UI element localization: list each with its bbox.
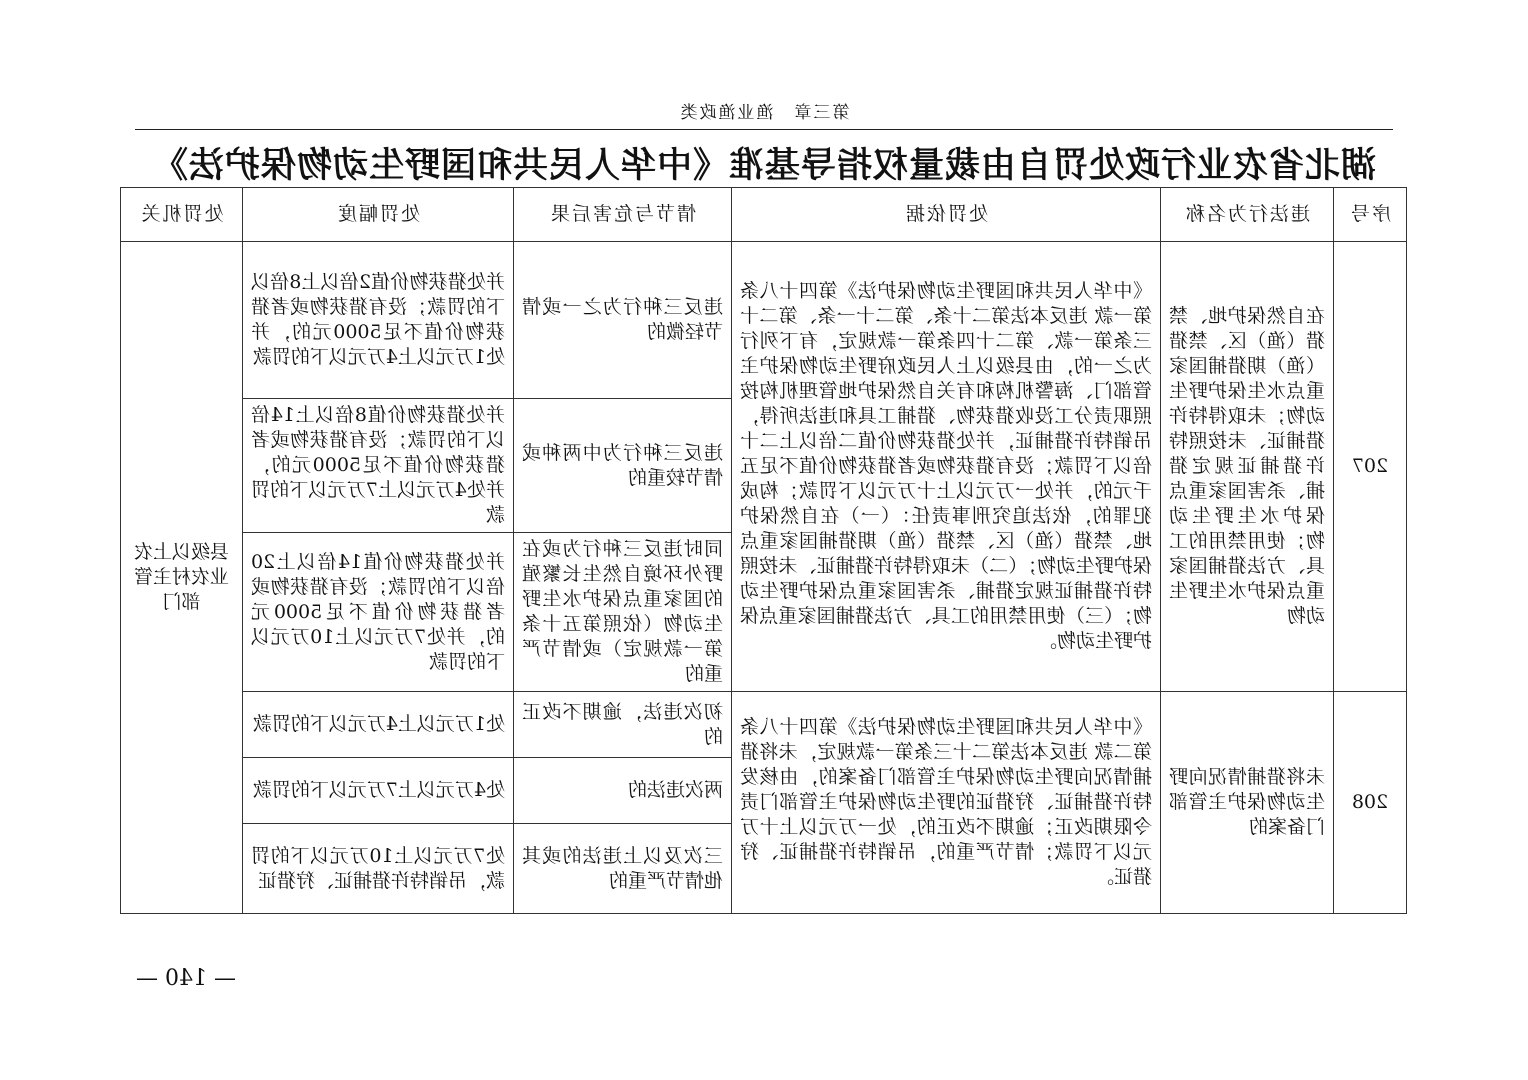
col-header-penalty: 处罚幅度 (243, 188, 514, 242)
circumstance-cell: 违反三种行为之一或情节轻微的 (514, 242, 732, 399)
penalty-authority: 县级以上农业农村主管部门 (121, 242, 243, 914)
row-number: 208 (1334, 692, 1407, 914)
table-row (121, 242, 1407, 399)
table-row (121, 692, 1407, 758)
col-header-no: 序号 (1334, 188, 1407, 242)
penalty-range-cell: 并处猎获物价值2倍以上8倍以下的罚款；没有猎获物或者猎获物价值不足5000元的，并处1万元以上4万元以下的罚款 (243, 242, 514, 399)
circumstance-cell: 三次及以上违法的或其他情节严重的 (514, 824, 732, 914)
violation-name: 在自然保护地、禁猎（渔）区、禁猎（渔）期猎捕国家重点水生保护野生动物；未取得特许猎捕证、未按照特许猎捕证规定猎捕、杀害国家重点保护水生野生动物；使用禁用的工具、方法猎捕国家重点保护水生野生动物 (1161, 242, 1334, 692)
table-header-row (121, 188, 1407, 242)
circumstance-cell: 同时违反三种行为或在野外环境自然生长繁殖的国家重点保护水生野生动物（依照第五十条第一款规定）或情节严重的 (514, 533, 732, 692)
penalty-range-cell: 处4万元以上7万元以下的罚款 (243, 758, 514, 824)
violation-name: 未将猎捕情况向野生动物保护主管部门备案的 (1161, 692, 1334, 914)
col-header-authority: 处罚机关 (121, 188, 243, 242)
circumstance-cell: 违反三种行为中两种或情节较重的 (514, 399, 732, 533)
penalty-table (120, 187, 1407, 914)
penalty-range-cell: 并处猎获物价值8倍以上14倍以下的罚款；没有猎获物或者猎获物价值不足5000元的，并处4万元以上7万元以下的罚款 (243, 399, 514, 533)
circumstance-cell: 初次违法，逾期不改正的 (514, 692, 732, 758)
col-header-circumstance: 情节与危害后果 (514, 188, 732, 242)
col-header-name: 违法行为名称 (1161, 188, 1334, 242)
col-header-basis: 处罚依据 (732, 188, 1161, 242)
penalty-range-cell: 处7万元以上10万元以下的罚款，吊销特许猎捕证、狩猎证 (243, 824, 514, 914)
penalty-basis: 《中华人民共和国野生动物保护法》第四十八条 第二款 违反本法第二十三条第一款规定，未将猎捕情况向野生动物保护主管部门备案的，由核发特许猎捕证、狩猎证的野生动物保护主管部门责令限期改正；逾期不改正的，处一万元以上十万元以下罚款；情节严重的，吊销特许猎捕证、狩猎证。 (732, 692, 1161, 914)
page-number: — 140 — (136, 966, 236, 991)
penalty-basis: 《中华人民共和国野生动物保护法》第四十八条 第一款 违反本法第二十条、第二十一条、第二十三条第一款、第二十四条第一款规定，有下列行为之一的，由县级以上人民政府野生动物保护主管部门、海警机构和有关自然保护地管理机构按照职责分工没收猎获物、猎捕工具和违法所得，吊销特许猎捕证，并处猎获物价值二倍以上二十倍以下罚款；没有猎获物或者猎获物价值不足五千元的，并处一万元以上十万元以下罚款；构成犯罪的，依法追究刑事责任：（一）在自然保护地、禁猎（渔）区、禁猎（渔）期猎捕国家重点保护野生动物；（二）未取得特许猎捕证、未按照特许猎捕证规定猎捕、杀害国家重点保护野生动物；（三）使用禁用的工具、方法猎捕国家重点保护野生动物。 (732, 242, 1161, 692)
penalty-range-cell: 处1万元以上4万元以下的罚款 (243, 692, 514, 758)
page-title: 湖北省农业行政处罚自由裁量权指导基准《中华人民共和国野生动物保护法》 (152, 145, 1377, 186)
header-rule (135, 129, 1393, 130)
row-number: 207 (1334, 242, 1407, 692)
penalty-range-cell: 并处猎获物价值14倍以上20倍以下的罚款；没有猎获物或者猎获物价值不足5000元的，并处7万元以上10万元以下的罚款 (243, 533, 514, 692)
chapter-header: 第三章 渔业渔政类 (678, 103, 850, 123)
circumstance-cell: 两次违法的 (514, 758, 732, 824)
